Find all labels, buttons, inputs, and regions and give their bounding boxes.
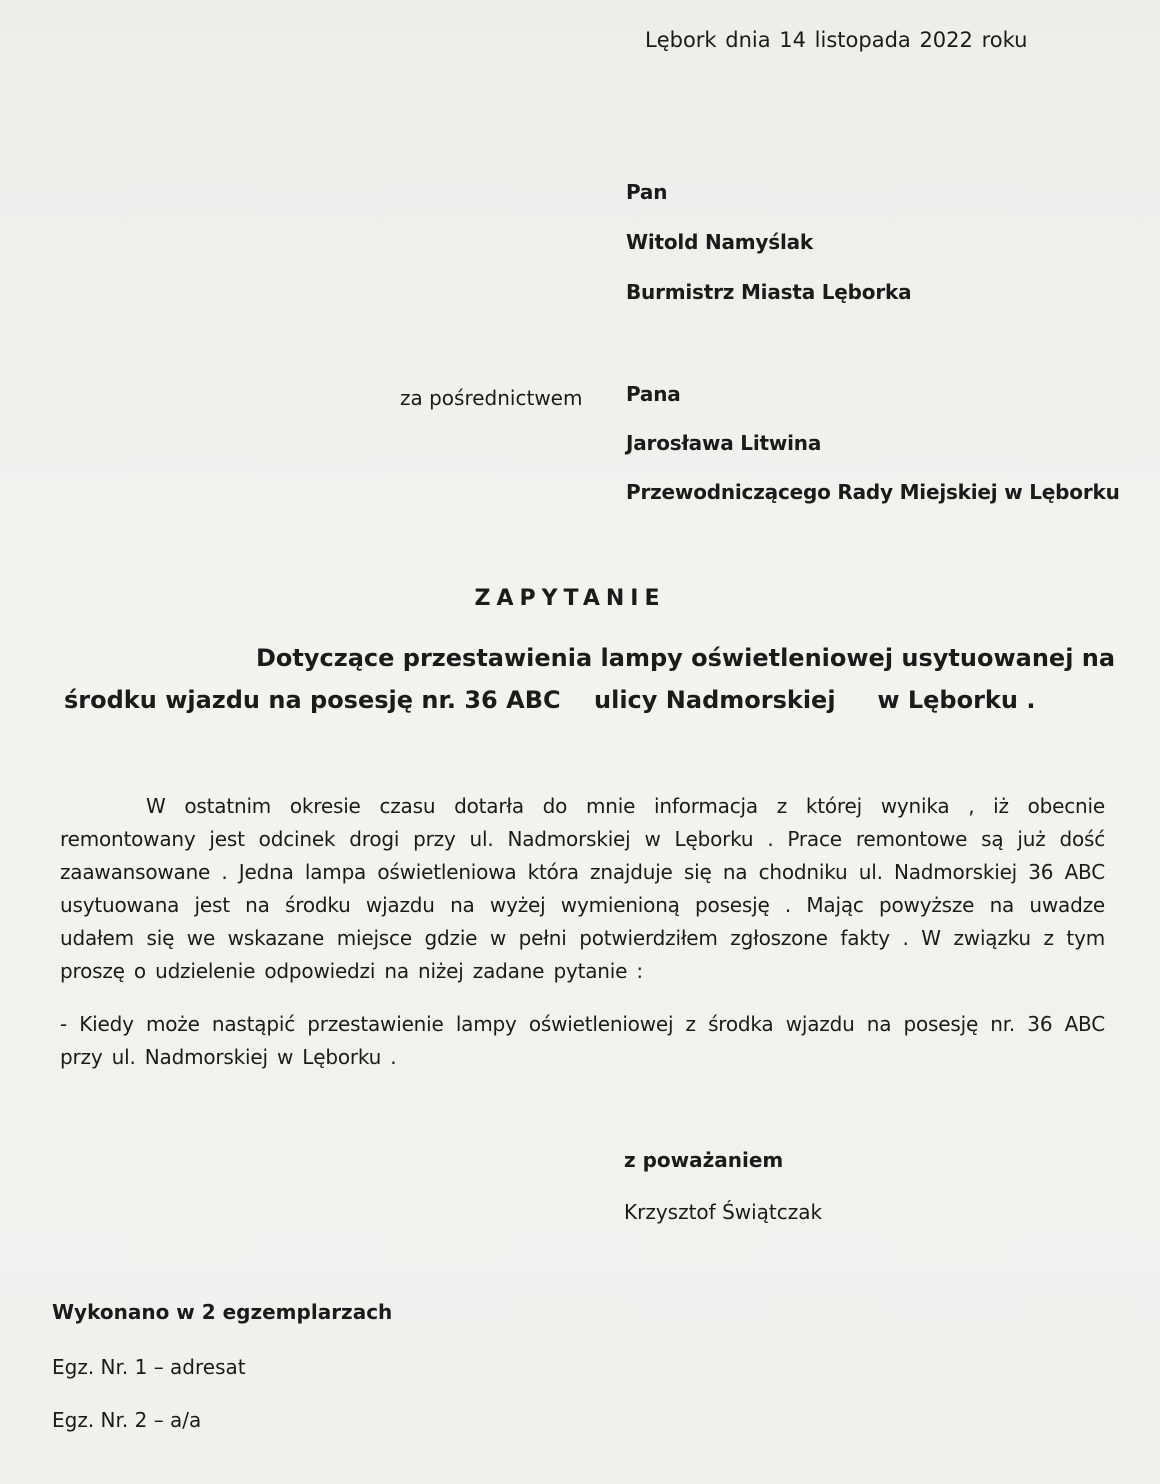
intermediary-name: Jarosława Litwina: [626, 431, 822, 455]
copies-note: Wykonano w 2 egzemplarzach: [52, 1300, 393, 1324]
closing-phrase: z poważaniem: [624, 1148, 784, 1172]
recipient-name: Witold Namyślak: [626, 230, 814, 254]
subject-line-1: Dotyczące przestawienia lampy oświetleniowej usytuowanej na: [256, 644, 1116, 672]
intermediary-salutation: Pana: [626, 382, 681, 406]
document-heading: ZAPYTANIE: [474, 586, 666, 611]
body-paragraph-1: W ostatnim okresie czasu dotarła do mnie informacja z której wynika , iż obecnie remontowany jest odcinek drogi przy ul. Nadmorskiej w Lęborku . Prace remontowe są już dość zaawansowane . Jedna lampa oświetleniowa która znajduje się na chodniku ul. Nadmorskiej 36 ABC usytuowana jest na środku wjazdu na wyżej wymienioną posesję . Mając powyższe na uwadze udałem się we wskazane miejsce gdzie w pełni potwierdziłem zgłoszone fakty . W związku z tym proszę o udzielenie odpowiedzi na niżej zadane pytanie :: [60, 794, 1105, 983]
recipient-title: Burmistrz Miasta Lęborka: [626, 280, 912, 304]
body-paragraph-2: - Kiedy może nastąpić przestawienie lampy oświetleniowej z środka wjazdu na posesję nr. 36 ABC przy ul. Nadmorskiej w Lęborku .: [60, 1012, 1105, 1069]
intermediary-title: Przewodniczącego Rady Miejskiej w Lęborku: [626, 480, 1120, 504]
signer-name: Krzysztof Świątczak: [624, 1200, 823, 1224]
subject-line-2: środku wjazdu na posesję nr. 36 ABC ulicy Nadmorskiej w Lęborku .: [64, 686, 1036, 714]
date-line: Lębork dnia 14 listopada 2022 roku: [645, 28, 1028, 52]
via-label: za pośrednictwem: [400, 386, 583, 410]
copy-2-line: Egz. Nr. 2 – a/a: [52, 1408, 202, 1432]
copy-1-line: Egz. Nr. 1 – adresat: [52, 1355, 246, 1379]
recipient-salutation: Pan: [626, 180, 668, 204]
